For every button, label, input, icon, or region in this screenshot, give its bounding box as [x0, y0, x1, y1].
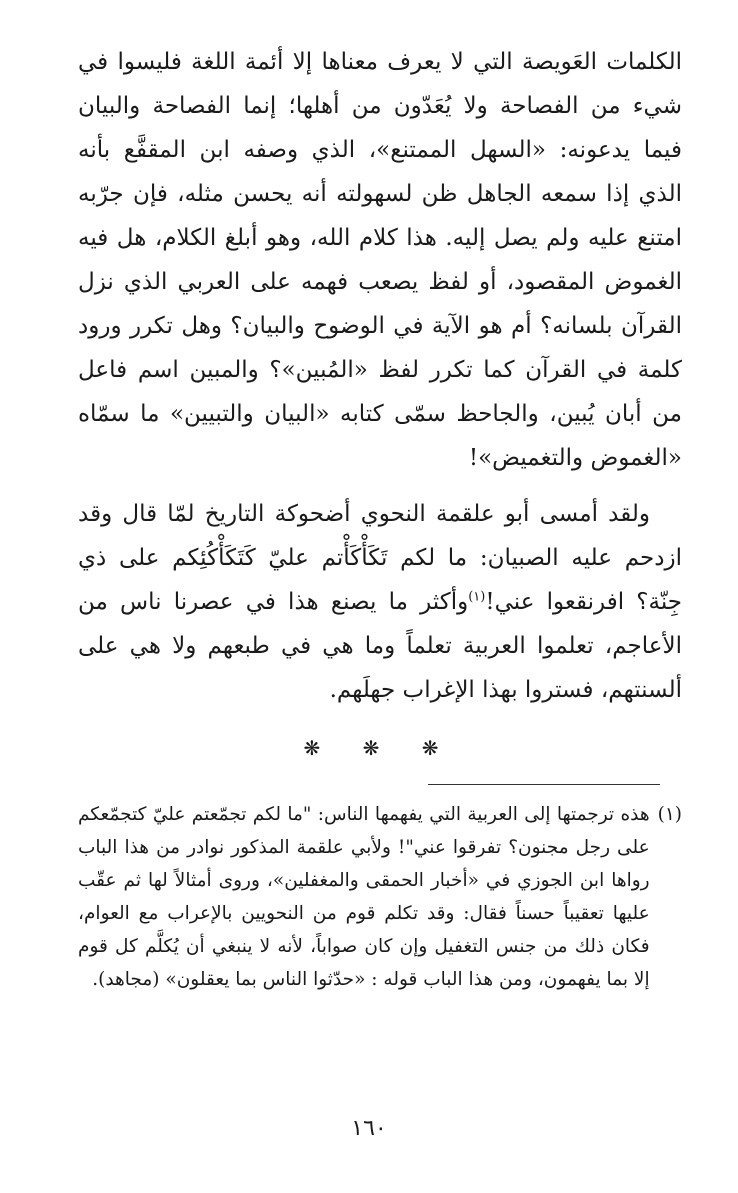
- section-separator: ❋ ❋ ❋: [303, 736, 457, 760]
- footnote-item: [78, 798, 682, 996]
- paragraph-1-text: الكلمات العَويصة التي لا يعرف معناها إلا أئمة اللغة فليسوا في شيء من الفصاحة ولا يُعَدّون من أهلها؛ إنما الفصاحة والبيان فيما يدعونه: «السهل الممتنع»، الذي وصفه ابن المقفَّع بأنه الذي إذا سمعه الجاهل ظن لسهولته أنه يحسن مثله، فإن جرّبه امتنع عليه ولم يصل إليه. هذا كلام الله، وهو أبلغ الكلام، هل فيه الغموض المقصود، أو لفظ يصعب فهمه على العربي الذي نزل القرآن بلسانه؟ أم هو الآية في الوضوح والبيان؟ وهل تكرر ورود كلمة في القرآن كما تكرر لفظ «المُبين»؟ والمبين اسم فاعل من أبان يُبين، والجاحظ سمّى كتابه «البيان والتبيين» ما سمّاه «الغموض والتغميض»!: [78, 49, 682, 471]
- paragraph-2-text-end: وأكثر ما يصنع هذا في عصرنا ناس من الأعاجم، تعلموا العربية تعلماً وما هي في طبعهم ولا هي على ألسنتهم، فستروا بهذا الإغراب جهلَهم.: [78, 589, 682, 703]
- footnote-number: (١): [657, 804, 682, 825]
- footnote-divider: [428, 784, 660, 785]
- page-body: [78, 40, 682, 766]
- paragraph-2: [78, 492, 682, 712]
- footnote-text: هذه ترجمتها إلى العربية التي يفهمها الناس: "ما لكم تجمّعتم عليّ كتجمّعكم على رجل مجنون؟ تفرقوا عني"! ولأبي علقمة المذكور نوادر من هذا الباب رواها ابن الجوزي في «أخبار الحمقى والمغفلين»، وروى أمثالاً لها ثم عقّب عليها تعقيباً حسناً فقال: وقد تكلم قوم من النحويين بالإعراب مع العوام، فكان ذلك من جنس التغفيل وإن كان صواباً، لأنه لا ينبغي أن يُكلَّم كل قوم إلا بما يفهمون، ومن هذا الباب قوله : «حدّثوا الناس بما يعقلون» (مجاهد).: [78, 804, 650, 990]
- paragraph-2-text-start: ولقد أمسى أبو علقمة النحوي أضحوكة التاريخ لمّا قال وقد ازدحم عليه الصبيان: ما لكم تَكَأْكَأْتم عليّ كَتَكَأْكُئِكم على ذي جِنّة؟ افرنقعوا عني!: [78, 501, 683, 615]
- footnote-reference-marker[interactable]: (١): [468, 589, 486, 605]
- paragraph-1: [78, 40, 682, 480]
- page-number: ١٦٠: [351, 1116, 387, 1141]
- footnotes: [78, 798, 682, 996]
- main-text: [78, 40, 682, 712]
